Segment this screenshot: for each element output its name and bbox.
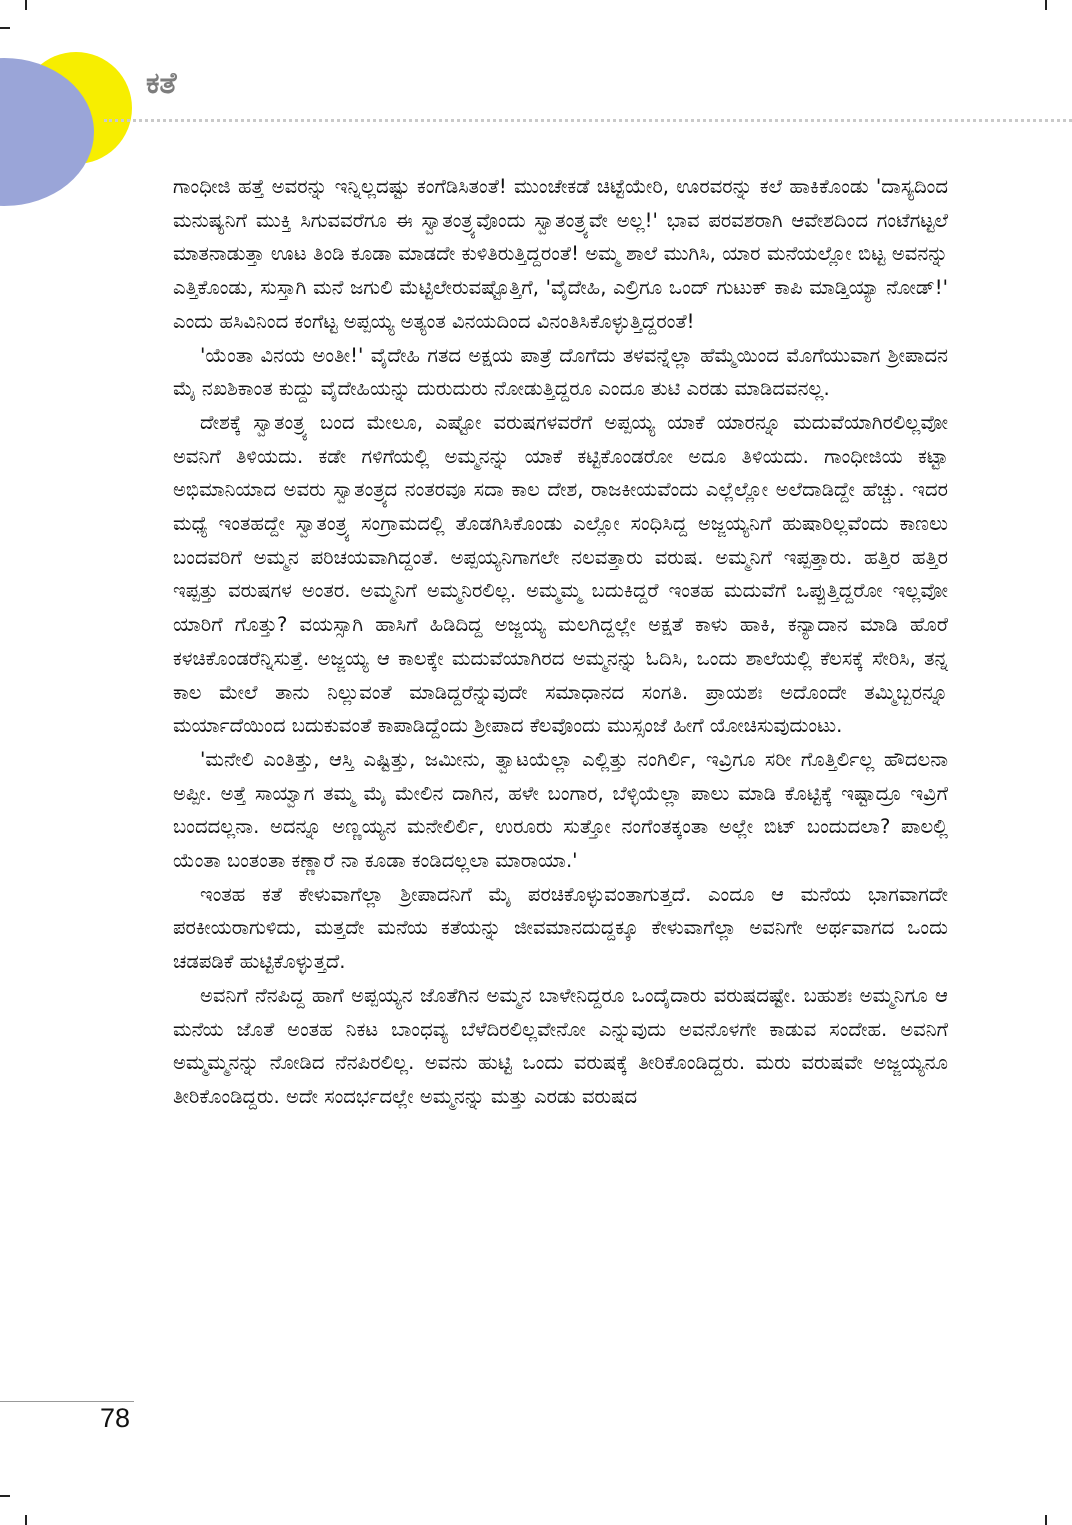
paragraph: 'ಮನೇಲಿ ಎಂತಿತ್ತು, ಆಸ್ತಿ ಎಷ್ಟಿತ್ತು, ಜಮೀನು, ತ್ವಾಟಯೆಲ್ಲಾ ಎಲ್ಲಿತ್ತು ನಂಗಿರ್ಲಿ, ಇವ್ರಿಗೂ ಸರೀ ಗೊತ್ತಿರ್ಲಿಲ್ಲ ಹೌದಲನಾ ಅಪ್ಪೀ. ಅತ್ತೆ ಸಾಯ್ವಾಗ ತಮ್ಮ ಮೈ ಮೇಲಿನ ದಾಗಿನ, ಹಳೇ ಬಂಗಾರ, ಬೆಳ್ಳಿಯೆಲ್ಲಾ ಪಾಲು ಮಾಡಿ ಕೊಟ್ಟಿಕ್ಕೆ ಇಷ್ಟಾದ್ರೂ ಇವ್ರಿಗೆ ಬಂದದಲ್ಲನಾ. ಅದನ್ನೂ ಅಣ್ಣಯ್ಯನ ಮನೇಲಿರ್ಲಿ, ಉರೂರು ಸುತ್ತೋ ನಂಗೆಂತಕ್ಕಂತಾ ಅಲ್ಲೇ ಬಿಟ್ ಬಂದುದಲಾ? ಪಾಲಲ್ಲಿ ಯೆಂತಾ ಬಂತಂತಾ ಕಣ್ಣಾರೆ ನಾ ಕೂಡಾ ಕಂಡಿದಲ್ಲಲಾ ಮಾರಾಯಾ.'	[173, 747, 948, 873]
crop-mark-left-top	[0, 27, 10, 29]
crop-mark-bottom-left	[25, 1515, 27, 1525]
crop-mark-top-left	[25, 0, 27, 10]
paragraph: ಗಾಂಧೀಜಿ ಹತ್ತೆ ಅವರನ್ನು ಇನ್ನಿಲ್ಲದಷ್ಟು ಕಂಗೆಡಿಸಿತಂತೆ! ಮುಂಚೇಕಡೆ ಚಿಟ್ಟೆಯೇರಿ, ಊರವರನ್ನು ಕಲೆ ಹಾಕಿಕೊಂಡು 'ದಾಸ್ಯದಿಂದ ಮನುಷ್ಯನಿಗೆ ಮುಕ್ತಿ ಸಿಗುವವರೆಗೂ ಈ ಸ್ವಾತಂತ್ರ್ಯವೊಂದು ಸ್ವಾತಂತ್ರ್ಯವೇ ಅಲ್ಲ!' ಭಾವ ಪರವಶರಾಗಿ ಆವೇಶದಿಂದ ಗಂಟೆಗಟ್ಟಲೆ ಮಾತನಾಡುತ್ತಾ ಊಟ ತಿಂಡಿ ಕೂಡಾ ಮಾಡದೇ ಕುಳಿತಿರುತ್ತಿದ್ದರಂತೆ! ಅಮ್ಮ ಶಾಲೆ ಮುಗಿಸಿ, ಯಾರ ಮನೆಯಲ್ಲೋ ಬಿಟ್ಟ ಅವನನ್ನು ಎತ್ತಿಕೊಂಡು, ಸುಸ್ತಾಗಿ ಮನೆ ಜಗುಲಿ ಮೆಟ್ಟಿಲೇರುವಷ್ಟೊತ್ತಿಗೆ, 'ವೈದೇಹಿ, ಎಲ್ರಿಗೂ ಒಂದ್ ಗುಟುಕ್ ಕಾಪಿ ಮಾಡ್ತಿಯ್ಯಾ ನೋಡ್!' ಎಂದು ಹಸಿವಿನಿಂದ ಕಂಗೆಟ್ಟ ಅಪ್ಪಯ್ಯ ಅತ್ಯಂತ ವಿನಯದಿಂದ ವಿನಂತಿಸಿಕೊಳ್ಳುತ್ತಿದ್ದರಂತೆ!	[173, 175, 948, 333]
page-number: 78	[100, 1403, 131, 1433]
paragraph: ದೇಶಕ್ಕೆ ಸ್ವಾತಂತ್ರ್ಯ ಬಂದ ಮೇಲೂ, ಎಷ್ಟೋ ವರುಷಗಳವರೆಗೆ ಅಪ್ಪಯ್ಯ ಯಾಕೆ ಯಾರನ್ನೂ ಮದುವೆಯಾಗಿರಲಿಲ್ಲವೋ ಅವನಿಗೆ ತಿಳಿಯದು. ಕಡೇ ಗಳಿಗೆಯಲ್ಲಿ ಅಮ್ಮನನ್ನು ಯಾಕೆ ಕಟ್ಟಿಕೊಂಡರೋ ಅದೂ ತಿಳಿಯದು. ಗಾಂಧೀಜಿಯ ಕಟ್ಟಾ ಅಭಿಮಾನಿಯಾದ ಅವರು ಸ್ವಾತಂತ್ರ್ಯದ ನಂತರವೂ ಸದಾ ಕಾಲ ದೇಶ, ರಾಜಕೀಯವೆಂದು ಎಲ್ಲೆಲ್ಲೋ ಅಲೆದಾಡಿದ್ದೇ ಹೆಚ್ಚು. ಇದರ ಮಧ್ಯೆ ಇಂತಹದ್ದೇ ಸ್ವಾತಂತ್ರ್ಯ ಸಂಗ್ರಾಮದಲ್ಲಿ ತೊಡಗಿಸಿಕೊಂಡು ಎಲ್ಲೋ ಸಂಧಿಸಿದ್ದ ಅಜ್ಜಯ್ಯನಿಗೆ ಹುಷಾರಿಲ್ಲವೆಂದು ಕಾಣಲು ಬಂದವರಿಗೆ ಅಮ್ಮನ ಪರಿಚಯವಾಗಿದ್ದಂತೆ. ಅಪ್ಪಯ್ಯನಿಗಾಗಲೇ ನಲವತ್ತಾರು ವರುಷ. ಅಮ್ಮನಿಗೆ ಇಪ್ಪತ್ತಾರು. ಹತ್ತಿರ ಹತ್ತಿರ ಇಪ್ಪತ್ತು ವರುಷಗಳ ಅಂತರ. ಅಮ್ಮನಿಗೆ ಅಮ್ಮನಿರಲಿಲ್ಲ. ಅಮ್ಮಮ್ಮ ಬದುಕಿದ್ದರೆ ಇಂತಹ ಮದುವೆಗೆ ಒಪ್ಪುತ್ತಿದ್ದರೋ ಇಲ್ಲವೋ ಯಾರಿಗೆ ಗೊತ್ತು? ವಯಸ್ಸಾಗಿ ಹಾಸಿಗೆ ಹಿಡಿದಿದ್ದ ಅಜ್ಜಯ್ಯ ಮಲಗಿದ್ದಲ್ಲೇ ಅಕ್ಷತೆ ಕಾಳು ಹಾಕಿ, ಕನ್ಯಾದಾನ ಮಾಡಿ ಹೊರೆ ಕಳಚಿಕೊಂಡರೆನ್ನಿಸುತ್ತೆ. ಅಜ್ಜಯ್ಯ ಆ ಕಾಲಕ್ಕೇ ಮದುವೆಯಾಗಿರದ ಅಮ್ಮನನ್ನು ಓದಿಸಿ, ಒಂದು ಶಾಲೆಯಲ್ಲಿ ಕೆಲಸಕ್ಕೆ ಸೇರಿಸಿ, ತನ್ನ ಕಾಲ ಮೇಲೆ ತಾನು ನಿಲ್ಲುವಂತೆ ಮಾಡಿದ್ದರೆನ್ನುವುದೇ ಸಮಾಧಾನದ ಸಂಗತಿ. ಪ್ರಾಯಶಃ ಅದೊಂದೇ ತಮ್ಮಿಬ್ಬರನ್ನೂ ಮರ್ಯಾದೆಯಿಂದ ಬದುಕುವಂತೆ ಕಾಪಾಡಿದ್ದೆಂದು ಶ್ರೀಪಾದ ಕೆಲವೊಂದು ಮುಸ್ಸಂಜೆ ಹೀಗೆ ಯೋಚಿಸುವುದುಂಟು.	[173, 410, 949, 738]
dotted-divider	[104, 119, 1072, 122]
crop-mark-left-bottom	[0, 1495, 10, 1497]
section-title: ಕತೆ	[146, 66, 177, 101]
footer-rule	[0, 1401, 134, 1402]
paragraph: 'ಯೆಂತಾ ವಿನಯ ಅಂತೀ!' ವೈದೇಹಿ ಗತದ ಅಕ್ಷಯ ಪಾತ್ರೆ ದೊಗೆದು ತಳವನ್ನೆಲ್ಲಾ ಹೆಮ್ಮೆಯಿಂದ ಮೊಗೆಯುವಾಗ ಶ್ರೀಪಾದನ ಮೈ ನಖಶಿಕಾಂತ ಕುದ್ದು ವೈದೇಹಿಯನ್ನು ದುರುದುರು ನೋಡುತ್ತಿದ್ದರೂ ಎಂದೂ ತುಟಿ ಎರಡು ಮಾಡಿದವನಲ್ಲ.	[173, 343, 948, 401]
paragraph: ಅವನಿಗೆ ನೆನಪಿದ್ದ ಹಾಗೆ ಅಪ್ಪಯ್ಯನ ಜೊತೆಗಿನ ಅಮ್ಮನ ಬಾಳೇನಿದ್ದರೂ ಒಂದೈದಾರು ವರುಷದಷ್ಟೇ. ಬಹುಶಃ ಅಮ್ಮನಿಗೂ ಆ ಮನೆಯ ಜೊತೆ ಅಂತಹ ನಿಕಟ ಬಾಂಧವ್ಯ ಬೆಳೆದಿರಲಿಲ್ಲವೇನೋ ಎನ್ನುವುದು ಅವನೊಳಗೇ ಕಾಡುವ ಸಂದೇಹ. ಅವನಿಗೆ ಅಮ್ಮಮ್ಮನನ್ನು ನೋಡಿದ ನೆನಪಿರಲಿಲ್ಲ. ಅವನು ಹುಟ್ಟಿ ಒಂದು ವರುಷಕ್ಕೆ ತೀರಿಕೊಂಡಿದ್ದರು. ಮರು ವರುಷವೇ ಅಜ್ಜಯ್ಯನೂ ತೀರಿಕೊಂಡಿದ್ದರು. ಅದೇ ಸಂದರ್ಭದಲ್ಲೇ ಅಮ್ಮನನ್ನು ಮತ್ತು ಎರಡು ವರುಷದ	[173, 983, 948, 1108]
story-body	[173, 170, 948, 1114]
paragraph: ಇಂತಹ ಕತೆ ಕೇಳುವಾಗೆಲ್ಲಾ ಶ್ರೀಪಾದನಿಗೆ ಮೈ ಪರಚಿಕೊಳ್ಳುವಂತಾಗುತ್ತದೆ. ಎಂದೂ ಆ ಮನೆಯ ಭಾಗವಾಗದೇ ಪರಕೀಯರಾಗುಳಿದು, ಮತ್ತದೇ ಮನೆಯ ಕತೆಯನ್ನು ಜೀವಮಾನದುದ್ದಕ್ಕೂ ಕೇಳುವಾಗೆಲ್ಲಾ ಅವನಿಗೇ ಅರ್ಥವಾಗದ ಒಂದು ಚಡಪಡಿಕೆ ಹುಟ್ಟಿಕೊಳ್ಳುತ್ತದೆ.	[173, 882, 948, 974]
crop-mark-top-right	[1045, 0, 1047, 10]
crop-mark-bottom-right	[1045, 1515, 1047, 1525]
